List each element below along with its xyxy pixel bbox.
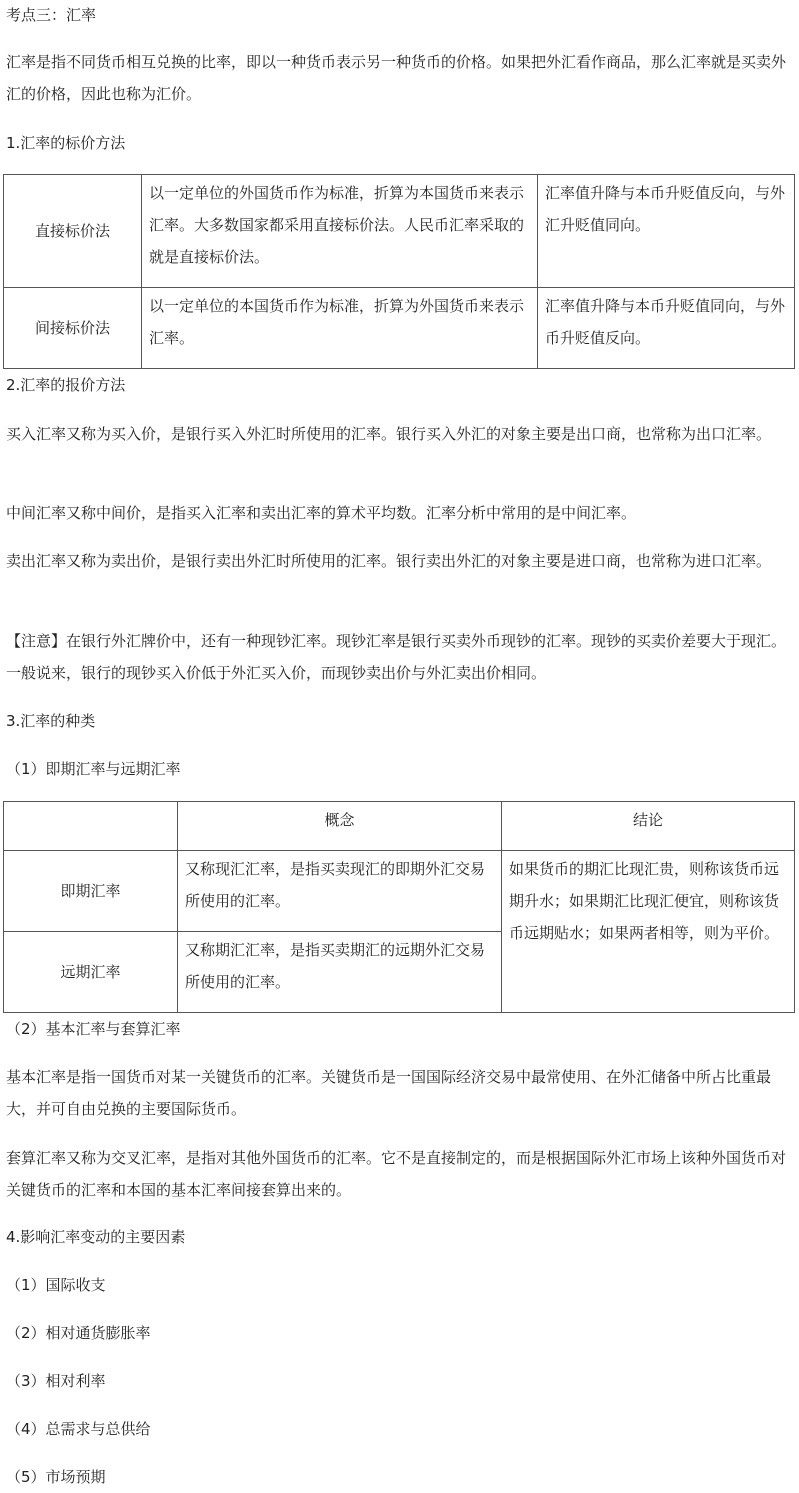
selling-rate-paragraph: 卖出汇率又称为卖出价，是银行卖出外汇时所使用的汇率。银行卖出外汇的对象主要是进口商，也常称为进口汇率。 [6,552,772,570]
spot-forward-table [3,801,795,1013]
section-1-heading: 1.汇率的标价方法 [6,134,126,152]
direct-quotation-name: 直接标价法 [4,175,142,288]
middle-rate-paragraph: 中间汇率又称中间价，是指买入汇率和卖出汇率的算术平均数。汇率分析中常用的是中间汇率。 [6,504,637,522]
indirect-quotation-relation: 汇率值升降与本币升贬值同向，与外币升贬值反向。 [538,288,795,369]
indirect-quotation-definition: 以一定单位的本国货币作为标准，折算为外国货币来表示汇率。 [142,288,538,369]
section-2-heading: 2.汇率的报价方法 [6,376,126,394]
table-row [4,851,795,932]
forward-rate-concept: 又称期汇汇率，是指买卖期汇的远期外汇交易所使用的汇率。 [178,932,502,1013]
intro-paragraph: 汇率是指不同货币相互兑换的比率，即以一种货币表示另一种货币的价格。如果把外汇看作商品，那么汇率就是买卖外汇的价格，因此也称为汇价。 [6,53,787,103]
conclusion-header: 结论 [502,802,795,851]
direct-quotation-definition: 以一定单位的外国货币作为标准，折算为本国货币来表示汇率。大多数国家都采用直接标价法。人民币汇率采取的就是直接标价法。 [142,175,538,288]
factor-item: （3）相对利率 [6,1372,106,1390]
page-title: 考点三：汇率 [6,6,97,24]
quotation-method-table [3,174,795,369]
section-4-heading: 4.影响汇率变动的主要因素 [6,1228,186,1246]
spot-rate-concept: 又称现汇汇率，是指买卖现汇的即期外汇交易所使用的汇率。 [178,851,502,932]
spot-rate-name: 即期汇率 [4,851,178,932]
factor-item: （4）总需求与总供给 [6,1420,151,1438]
factor-item: （5）市场预期 [6,1468,106,1486]
empty-header-cell [4,802,178,851]
table-row [4,175,795,288]
buying-rate-paragraph: 买入汇率又称为买入价，是银行买入外汇时所使用的汇率。银行买入外汇的对象主要是出口商，也常称为出口汇率。 [6,425,772,443]
factor-item: （2）相对通货膨胀率 [6,1324,151,1342]
factor-item: （1）国际收支 [6,1276,106,1294]
forward-rate-name: 远期汇率 [4,932,178,1013]
direct-quotation-relation: 汇率值升降与本币升贬值反向，与外汇升贬值同向。 [538,175,795,288]
table-row [4,802,795,851]
spot-forward-conclusion: 如果货币的期汇比现汇贵，则称该货币远期升水；如果期汇比现汇便宜，则称该货币远期贴水；如果两者相等，则为平价。 [502,851,795,1013]
section-3-heading: 3.汇率的种类 [6,712,96,730]
concept-header: 概念 [178,802,502,851]
note-paragraph: 【注意】在银行外汇牌价中，还有一种现钞汇率。现钞汇率是银行买卖外币现钞的汇率。现钞的买卖价差要大于现汇。一般说来，银行的现钞买入价低于外汇买入价，而现钞卖出价与外汇卖出价相同。 [6,632,787,682]
subsection-3-2-heading: （2）基本汇率与套算汇率 [6,1020,181,1038]
cross-rate-paragraph: 套算汇率又称为交叉汇率，是指对其他外国货币的汇率。它不是直接制定的，而是根据国际外汇市场上该种外国货币对关键货币的汇率和本国的基本汇率间接套算出来的。 [6,1149,787,1199]
basic-rate-paragraph: 基本汇率是指一国货币对某一关键货币的汇率。关键货币是一国国际经济交易中最常使用、在外汇储备中所占比重最大，并可自由兑换的主要国际货币。 [6,1068,772,1118]
subsection-3-1-heading: （1）即期汇率与远期汇率 [6,760,181,778]
table-row [4,288,795,369]
indirect-quotation-name: 间接标价法 [4,288,142,369]
